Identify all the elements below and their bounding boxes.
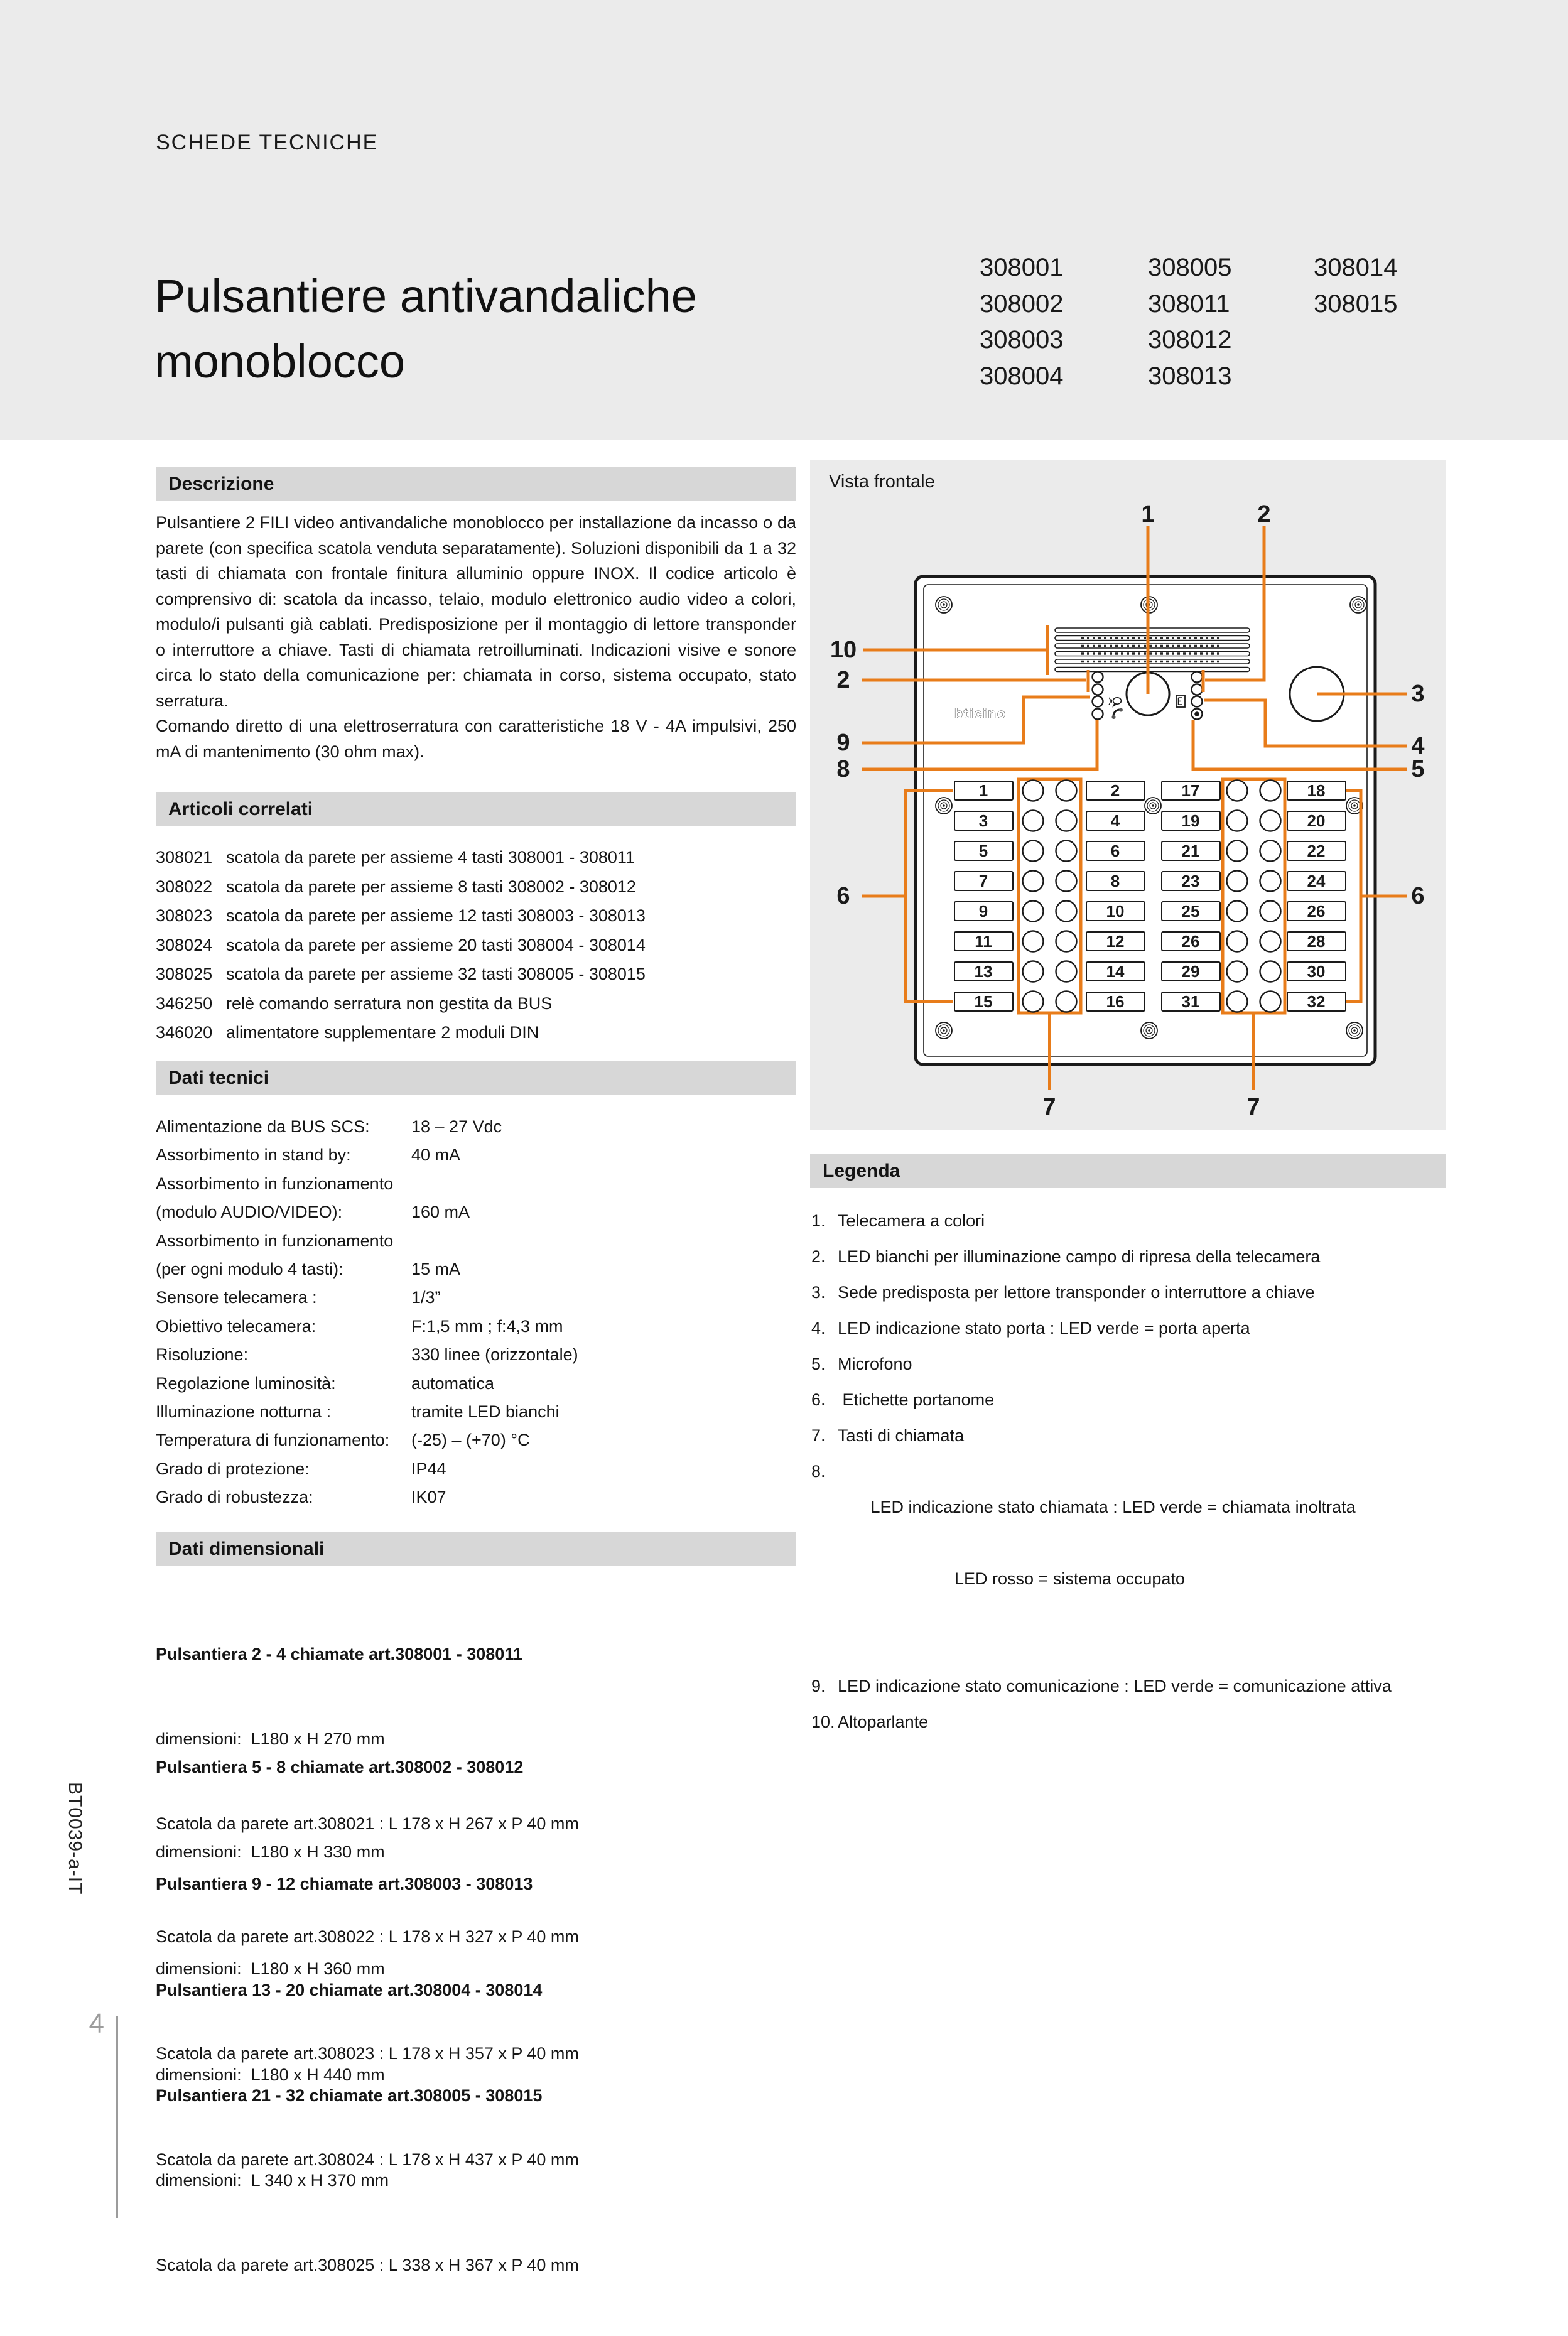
call-button — [1260, 871, 1281, 892]
dimension-title: Pulsantiera 2 - 4 chiamate art.308001 - 308011 — [156, 1645, 522, 1663]
related-item-code: 308024 — [156, 935, 213, 954]
page-title-line2: monoblocco — [154, 335, 406, 387]
tech-label: Assorbimento in funzionamento — [156, 1174, 394, 1193]
related-items-list — [156, 843, 796, 1047]
name-label: 32 — [1307, 992, 1326, 1011]
call-button — [1023, 931, 1044, 952]
name-label: 17 — [1181, 781, 1200, 800]
description-text — [156, 510, 796, 764]
footer-rule — [116, 2016, 118, 2218]
call-button — [1227, 781, 1248, 801]
tech-value: F:1,5 mm ; f:4,3 mm — [411, 1316, 563, 1336]
tech-value: 160 mA — [411, 1203, 470, 1222]
related-item-text: alimentatore supplementare 2 moduli DIN — [226, 1023, 539, 1042]
tech-row — [156, 1312, 796, 1341]
related-item-text: relè comando serratura non gestita da BUS — [226, 993, 553, 1013]
callout-number: 1 — [1141, 501, 1155, 527]
callout-number: 7 — [1246, 1094, 1260, 1120]
legend-text: Altoparlante — [838, 1712, 929, 1731]
tech-row — [156, 1455, 796, 1483]
name-label: 22 — [1307, 841, 1326, 860]
heading-dati-dimensionali: Dati dimensionali — [156, 1532, 796, 1566]
related-item-text: scatola da parete per assieme 20 tasti 308004 - 308014 — [226, 935, 646, 954]
related-item-text: scatola da parete per assieme 4 tasti 308001 - 308011 — [226, 848, 635, 867]
legend-text: LED bianchi per illuminazione campo di ripresa della telecamera — [838, 1247, 1321, 1266]
related-item — [156, 872, 796, 902]
legend-text: Etichette portanome — [838, 1390, 995, 1409]
tech-label: Assorbimento in funzionamento — [156, 1231, 394, 1250]
tech-value: tramite LED bianchi — [411, 1402, 560, 1422]
tech-value: IP44 — [411, 1459, 446, 1478]
product-code: 308002 — [980, 289, 1064, 318]
legend-number: 4. — [811, 1319, 826, 1338]
screw-icon — [1346, 1022, 1363, 1039]
name-label: 29 — [1181, 962, 1200, 981]
legend-text: Sede predisposta per lettore transponder o interruttore a chiave — [838, 1283, 1315, 1302]
tech-label: Temperatura di funzionamento: — [156, 1430, 390, 1450]
name-label: 28 — [1307, 932, 1326, 951]
microphone-hole-icon — [1192, 709, 1203, 720]
tech-label: Risoluzione: — [156, 1345, 249, 1365]
name-label: 8 — [1110, 872, 1120, 890]
tech-value: (-25) – (+70) °C — [411, 1430, 530, 1450]
tech-label: Illuminazione notturna : — [156, 1402, 332, 1422]
screw-icon — [936, 1022, 952, 1039]
tech-label: Assorbimento in stand by: — [156, 1145, 351, 1165]
name-label: 4 — [1110, 811, 1120, 830]
related-item-text: scatola da parete per assieme 32 tasti 308005 - 308015 — [226, 965, 646, 983]
callout-number: 2 — [1257, 501, 1271, 527]
callout-number: 9 — [836, 730, 850, 756]
dimension-line: Scatola da parete art.308021 : L 178 x H 267 x P 40 mm — [156, 1814, 579, 1833]
page-title — [154, 264, 697, 394]
product-code: 308001 — [980, 254, 1064, 281]
screw-icon — [1350, 597, 1366, 613]
name-label: 20 — [1307, 811, 1326, 830]
tech-row — [156, 1426, 796, 1454]
call-button — [1260, 901, 1281, 922]
description-paragraph-2: Comando diretto di una elettroserratura con caratteristiche 18 V - 4A impulsivi, 250 mA di mantenimento (30 ohm max). — [156, 716, 796, 761]
heading-articoli-correlati: Articoli correlati — [156, 792, 796, 826]
call-button — [1227, 811, 1248, 831]
call-button — [1056, 992, 1077, 1012]
door-status-led — [1192, 696, 1203, 707]
legend-item — [810, 1203, 1446, 1239]
figure-title: Vista frontale — [829, 472, 935, 492]
dimension-line: Scatola da parete art.308025 : L 338 x H 367 x P 40 mm — [156, 2256, 579, 2274]
legend-item — [810, 1668, 1446, 1704]
name-label: 16 — [1106, 992, 1125, 1011]
related-item-code: 308022 — [156, 877, 213, 896]
call-button — [1023, 841, 1044, 862]
bticino-logo: bticino — [954, 706, 1007, 722]
dimension-title: Pulsantiera 9 - 12 chiamate art.308003 - 308013 — [156, 1874, 533, 1893]
page-number: 4 — [89, 2008, 104, 2039]
related-item-text: scatola da parete per assieme 12 tasti 308003 - 308013 — [226, 906, 646, 925]
call-button — [1023, 961, 1044, 982]
tech-row — [156, 1113, 796, 1141]
tech-value: 1/3” — [411, 1288, 441, 1307]
tech-label: Sensore telecamera : — [156, 1288, 317, 1307]
related-item-code: 308021 — [156, 848, 213, 867]
legend-item — [810, 1275, 1446, 1311]
call-button — [1227, 841, 1248, 862]
legend-number: 3. — [811, 1283, 826, 1302]
call-button — [1056, 961, 1077, 982]
callout-number: 6 — [836, 883, 850, 909]
name-label: 30 — [1307, 962, 1326, 981]
callout-number: 7 — [1042, 1094, 1056, 1120]
name-label: 26 — [1181, 932, 1200, 951]
tech-label: Regolazione luminosità: — [156, 1373, 336, 1393]
call-button — [1260, 992, 1281, 1012]
name-label: 23 — [1181, 872, 1200, 890]
related-item-code: 308025 — [156, 965, 213, 983]
name-label: 13 — [974, 962, 993, 981]
name-label: 6 — [1110, 841, 1120, 860]
legend-item — [810, 1346, 1446, 1382]
tech-label: Grado di protezione: — [156, 1459, 310, 1478]
legend-list — [810, 1203, 1446, 1740]
name-label: 25 — [1181, 902, 1200, 921]
callout-number: 8 — [836, 756, 850, 782]
legend-number: 5. — [811, 1355, 826, 1373]
tech-value: 40 mA — [411, 1145, 461, 1165]
call-button — [1056, 841, 1077, 862]
name-label: 19 — [1181, 811, 1200, 830]
front-view-drawing — [810, 460, 1446, 1130]
dimension-line: Scatola da parete art.308022 : L 178 x H 327 x P 40 mm — [156, 1927, 579, 1946]
related-item — [156, 989, 796, 1019]
legend-number: 10. — [811, 1712, 835, 1731]
product-code: 308003 — [980, 326, 1064, 354]
white-led — [1192, 672, 1203, 683]
description-paragraph-1: Pulsantiere 2 FILI video antivandaliche monoblocco per installazione da incasso o da parete (con specifica scatola venduta separatamente). Soluzioni disponibili da 1 a 32 tasti di chiamata con frontale finitura alluminio oppure INOX. Il codice articolo è comprensivo di: scatola da incasso, telaio, modulo elettronico audio video a colori, modulo/i pulsanti già cablati. Predisposizione per il montaggio di lettore transponder o interruttore a chiave. Tasti di chiamata retroilluminati. Indicazioni visive e sonore circa lo stato della comunicazione per: chiamata in corso, sistema occupato, stato serratura. — [156, 513, 796, 710]
call-button — [1260, 841, 1281, 862]
call-button — [1023, 781, 1044, 801]
dimension-title: Pulsantiera 13 - 20 chiamate art.308004 - 308014 — [156, 1981, 543, 1999]
communication-status-led — [1093, 696, 1103, 707]
product-code: 308011 — [1148, 289, 1230, 318]
tech-label: Alimentazione da BUS SCS: — [156, 1117, 370, 1136]
heading-descrizione: Descrizione — [156, 467, 796, 501]
dimension-line: dimensioni: L180 x H 330 mm — [156, 1842, 385, 1861]
tech-row — [156, 1227, 796, 1255]
call-status-led — [1093, 709, 1103, 720]
call-button — [1227, 992, 1248, 1012]
call-button — [1260, 781, 1281, 801]
legend-item — [810, 1382, 1446, 1418]
legend-item — [810, 1311, 1446, 1346]
name-label: 18 — [1307, 781, 1326, 800]
screw-icon — [936, 798, 952, 814]
dimension-line: dimensioni: L180 x H 270 mm — [156, 1729, 385, 1748]
tech-value: 15 mA — [411, 1260, 461, 1279]
related-item — [156, 960, 796, 989]
callout-number: 4 — [1411, 733, 1425, 759]
tech-row — [156, 1483, 796, 1511]
heading-dati-tecnici: Dati tecnici — [156, 1061, 796, 1095]
page-title-line1: Pulsantiere antivandaliche — [154, 270, 697, 322]
name-label: 2 — [1110, 781, 1120, 800]
tech-label: Grado di robustezza: — [156, 1488, 313, 1507]
legend-text: LED indicazione stato chiamata : LED verde = chiamata inoltrata — [866, 1498, 1356, 1517]
screw-icon — [1145, 798, 1161, 814]
call-button — [1023, 992, 1044, 1012]
dimension-line: Scatola da parete art.308023 : L 178 x H 357 x P 40 mm — [156, 2044, 579, 2063]
tech-value: 18 – 27 Vdc — [411, 1117, 502, 1136]
dimension-line: Scatola da parete art.308024 : L 178 x H 437 x P 40 mm — [156, 2150, 579, 2169]
related-item-text: scatola da parete per assieme 8 tasti 308002 - 308012 — [226, 877, 636, 896]
legend-number: 1. — [811, 1211, 826, 1230]
legend-number: 9. — [811, 1677, 826, 1695]
document-code: BT0039-a-IT — [65, 1782, 85, 1895]
name-label: 24 — [1307, 872, 1326, 890]
callout-number: 5 — [1411, 756, 1425, 782]
tech-value: automatica — [411, 1373, 495, 1393]
tech-row — [156, 1398, 796, 1426]
product-code: 308015 — [1314, 289, 1398, 318]
call-button — [1056, 871, 1077, 892]
name-label: 11 — [975, 932, 992, 951]
call-button — [1056, 901, 1077, 922]
legend-text: Microfono — [838, 1355, 912, 1373]
dimension-line: dimensioni: L 340 x H 370 mm — [156, 2171, 389, 2190]
heading-legenda: Legenda — [810, 1154, 1446, 1188]
related-item — [156, 901, 796, 931]
call-button — [1023, 811, 1044, 831]
related-item — [156, 931, 796, 960]
product-code: 308004 — [980, 362, 1064, 390]
callout-number: 6 — [1411, 883, 1425, 909]
related-item-code: 308023 — [156, 906, 213, 925]
tech-label: Obiettivo telecamera: — [156, 1316, 316, 1336]
call-button — [1260, 931, 1281, 952]
call-button — [1023, 871, 1044, 892]
name-label: 5 — [978, 841, 988, 860]
callout-number: 2 — [836, 667, 850, 693]
name-label: 9 — [978, 902, 988, 921]
white-led — [1093, 672, 1103, 683]
product-code: 308012 — [1148, 326, 1232, 354]
legend-number: 7. — [811, 1426, 826, 1445]
callout-number: 10 — [830, 637, 857, 663]
call-button — [1260, 811, 1281, 831]
tech-row — [156, 1341, 796, 1369]
product-codes-col3 — [1314, 250, 1397, 394]
legend-text: LED indicazione stato porta : LED verde = porta aperta — [838, 1319, 1250, 1338]
name-label: 3 — [978, 811, 988, 830]
legend-number: 6. — [811, 1390, 826, 1409]
dimension-title: Pulsantiera 5 - 8 chiamate art.308002 - 308012 — [156, 1758, 524, 1776]
related-item-code: 346250 — [156, 993, 213, 1013]
tech-row — [156, 1284, 796, 1312]
front-view-panel-figure — [810, 460, 1446, 1130]
tech-value: IK07 — [411, 1488, 446, 1507]
white-led — [1192, 684, 1203, 695]
tech-row — [156, 1198, 796, 1226]
legend-item — [810, 1239, 1446, 1275]
legend-text: Tasti di chiamata — [838, 1426, 965, 1445]
call-button — [1056, 811, 1077, 831]
dimension-line: dimensioni: L180 x H 440 mm — [156, 2065, 385, 2084]
tech-label: (modulo AUDIO/VIDEO): — [156, 1203, 343, 1222]
call-button — [1227, 931, 1248, 952]
tech-value: 330 linee (orizzontale) — [411, 1345, 578, 1365]
name-label: 15 — [974, 992, 993, 1011]
call-button — [1227, 961, 1248, 982]
call-button — [1227, 901, 1248, 922]
name-label: 21 — [1181, 841, 1200, 860]
name-label: 1 — [978, 781, 988, 800]
tech-label: (per ogni modulo 4 tasti): — [156, 1260, 343, 1279]
legend-number: 2. — [811, 1247, 826, 1266]
legend-text: LED indicazione stato comunicazione : LED verde = comunicazione attiva — [838, 1677, 1392, 1695]
name-label: 7 — [978, 872, 988, 890]
product-code: 308005 — [1148, 254, 1232, 281]
product-codes — [980, 250, 1397, 394]
legend-item — [810, 1454, 1446, 1668]
call-button — [1227, 871, 1248, 892]
related-item — [156, 1018, 796, 1047]
tech-data-table — [156, 1113, 796, 1512]
callout-number: 3 — [1411, 681, 1425, 707]
product-codes-col1 — [980, 250, 1148, 394]
section-kicker: SCHEDE TECNICHE — [156, 131, 379, 154]
call-button — [1056, 931, 1077, 952]
name-label: 12 — [1106, 932, 1125, 951]
right-led-column — [1192, 672, 1203, 707]
dimension-line: dimensioni: L180 x H 360 mm — [156, 1959, 385, 1978]
name-label: 26 — [1307, 902, 1326, 921]
legend-item — [810, 1704, 1446, 1740]
product-codes-col2 — [1148, 250, 1314, 394]
tech-row — [156, 1370, 796, 1398]
related-item — [156, 843, 796, 872]
legend-text: Telecamera a colori — [838, 1211, 985, 1230]
related-item-code: 346020 — [156, 1023, 213, 1042]
product-code: 308013 — [1148, 362, 1232, 390]
legend-item — [810, 1418, 1446, 1454]
tech-row — [156, 1141, 796, 1169]
name-label: 31 — [1181, 992, 1200, 1011]
tech-row — [156, 1255, 796, 1284]
legend-text-continued: LED rosso = sistema occupato — [954, 1569, 1185, 1588]
name-label: 14 — [1106, 962, 1125, 981]
white-led — [1093, 684, 1103, 695]
call-button — [1023, 901, 1044, 922]
dimension-block — [156, 2025, 796, 2336]
dimension-title: Pulsantiera 21 - 32 chiamate art.308005 - 308015 — [156, 2086, 543, 2105]
product-code: 308014 — [1314, 254, 1398, 281]
screw-icon — [936, 597, 952, 613]
call-button — [1260, 961, 1281, 982]
name-label: 10 — [1106, 902, 1125, 921]
call-button — [1056, 781, 1077, 801]
legend-number: 8. — [811, 1462, 826, 1481]
tech-row — [156, 1170, 796, 1198]
screw-icon — [1141, 1022, 1157, 1039]
